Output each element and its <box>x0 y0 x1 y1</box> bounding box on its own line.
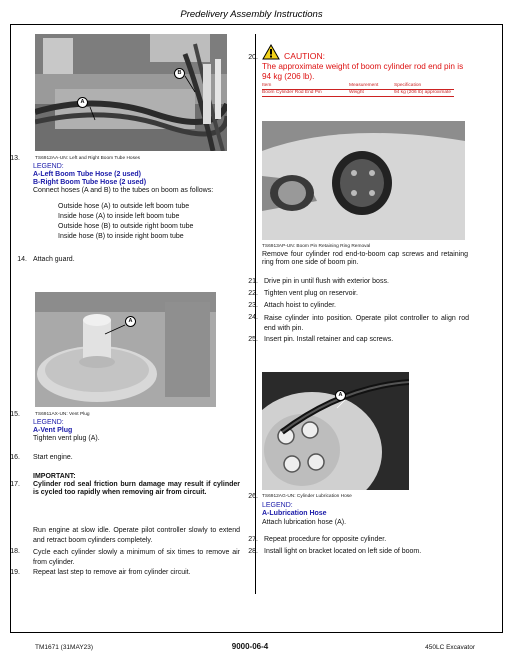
step-18-text: Cycle each cylinder slowly a minimum of six times to remove air from cylinder. <box>33 549 240 566</box>
step-13-sub-1: Outside hose (A) to outside left boom tube <box>58 203 190 210</box>
step-27-number: 27. <box>248 536 258 543</box>
step-28-number: 28. <box>248 548 258 555</box>
step-14-text: Attach guard. <box>33 256 75 263</box>
right-border <box>502 24 503 632</box>
step-19-number: 19. <box>10 569 20 576</box>
step-13-sub-3: Outside hose (B) to outside right boom tube <box>58 223 194 230</box>
spec-header-specification: Specification <box>394 83 422 88</box>
step-13-number: 13. <box>10 155 20 162</box>
callout-b: B <box>174 68 185 79</box>
step-20-text: Remove four cylinder rod end-to-boom cap screws and retaining ring from one side of boom pin. <box>262 251 468 267</box>
step-17-text: Run engine at slow idle. Operate pilot controller slowly to extend and retract boom cylinders completely. <box>33 527 240 544</box>
callout-a: A <box>335 390 346 401</box>
spec-header-item: Item <box>262 83 272 88</box>
step-13-legend-a: A-Left Boom Tube Hose (2 used) <box>33 171 141 178</box>
vent-plug-photo <box>35 292 216 407</box>
step-28-text: Install light on bracket located on left side of boom. <box>264 548 422 555</box>
step-13-legend-title: LEGEND: <box>33 163 64 170</box>
boom-tube-hoses-photo <box>35 34 227 151</box>
step-20-caption: TS6913AP-UN: Boom Pin Retaining Ring Removal <box>262 244 371 249</box>
step-24-text: Raise cylinder into position. Operate pilot controller to align rod end with pin. <box>264 315 469 332</box>
step-26-legend-a: A-Lubrication Hose <box>262 510 327 517</box>
footer-model: 450LC Excavator <box>425 644 475 651</box>
step-13-sub-4: Inside hose (B) to inside right boom tube <box>58 233 184 240</box>
step-15-legend-title: LEGEND: <box>33 419 64 426</box>
footer-page-number: 9000-06-4 <box>231 642 269 651</box>
step-23-text: Attach hoist to cylinder. <box>264 302 336 309</box>
step-26-caption: TS6912AG-UN: Cylinder Lubrication Hose <box>262 494 352 499</box>
step-22-text: Tighten vent plug on reservoir. <box>264 290 358 297</box>
step-13-text: Connect hoses (A and B) to the tubes on boom as follows: <box>33 187 214 194</box>
step-16-text: Start engine. <box>33 454 73 461</box>
header-rule <box>10 24 503 25</box>
callout-a: A <box>125 316 136 327</box>
step-24-number: 24. <box>248 314 258 321</box>
step-22-number: 22. <box>248 290 258 297</box>
warning-triangle-icon <box>262 44 280 60</box>
spec-item: Boom Cylinder Rod End Pin <box>262 90 349 97</box>
step-15-number: 15. <box>10 411 20 418</box>
step-15-legend-a: A-Vent Plug <box>33 427 73 434</box>
specification-table <box>262 83 454 97</box>
step-13-legend-b: B-Right Boom Tube Hose (2 used) <box>33 179 147 186</box>
important-text: Cylinder rod seal friction burn damage may result if cylinder is cycled too rapidly when removing air from circuit. <box>33 481 240 497</box>
footer-rule <box>10 632 503 633</box>
step-21-number: 21. <box>248 278 258 285</box>
step-25-text: Insert pin. Install retainer and cap screws. <box>264 336 394 343</box>
caution-title: CAUTION: <box>284 51 326 61</box>
step-14-number: 14. <box>17 256 27 263</box>
step-19-text: Repeat last step to remove air from cylinder circuit. <box>33 569 191 576</box>
step-25-number: 25. <box>248 336 258 343</box>
step-21-text: Drive pin in until flush with exterior boss. <box>264 278 389 285</box>
page-header-title: Predelivery Assembly Instructions <box>180 9 323 20</box>
footer-document-id: TM1671 (31MAY23) <box>35 644 94 651</box>
step-27-text: Repeat procedure for opposite cylinder. <box>264 536 387 543</box>
left-border <box>10 24 11 632</box>
caution-text: The approximate weight of boom cylinder rod end pin is 94 kg (206 lb). <box>262 62 464 81</box>
lubrication-hose-photo <box>262 372 409 490</box>
spec-header-measurement: Measurement <box>349 83 379 88</box>
callout-a: A <box>77 97 88 108</box>
boom-pin-photo <box>262 121 465 240</box>
step-23-number: 23. <box>248 302 258 309</box>
step-15-caption: TS6911AX-UN: Vent Plug <box>35 412 90 417</box>
step-20-number: 20. <box>248 54 258 61</box>
step-16-number: 16. <box>10 454 20 461</box>
step-17-number: 17. <box>10 481 20 488</box>
spec-value: 94 kg (206 lb) approximate <box>394 90 454 97</box>
step-13-caption: TS6912AA-UN: Left and Right Boom Tube Hoses <box>35 156 141 161</box>
step-13-sub-2: Inside hose (A) to inside left boom tube <box>58 213 180 220</box>
spec-measurement: Weight <box>349 90 394 97</box>
step-15-text: Tighten vent plug (A). <box>33 435 100 442</box>
step-26-text: Attach lubrication hose (A). <box>262 519 347 526</box>
step-26-legend-title: LEGEND: <box>262 502 293 509</box>
important-title: IMPORTANT: <box>33 473 76 480</box>
step-18-number: 18. <box>10 548 20 555</box>
step-26-number: 26. <box>248 493 258 500</box>
